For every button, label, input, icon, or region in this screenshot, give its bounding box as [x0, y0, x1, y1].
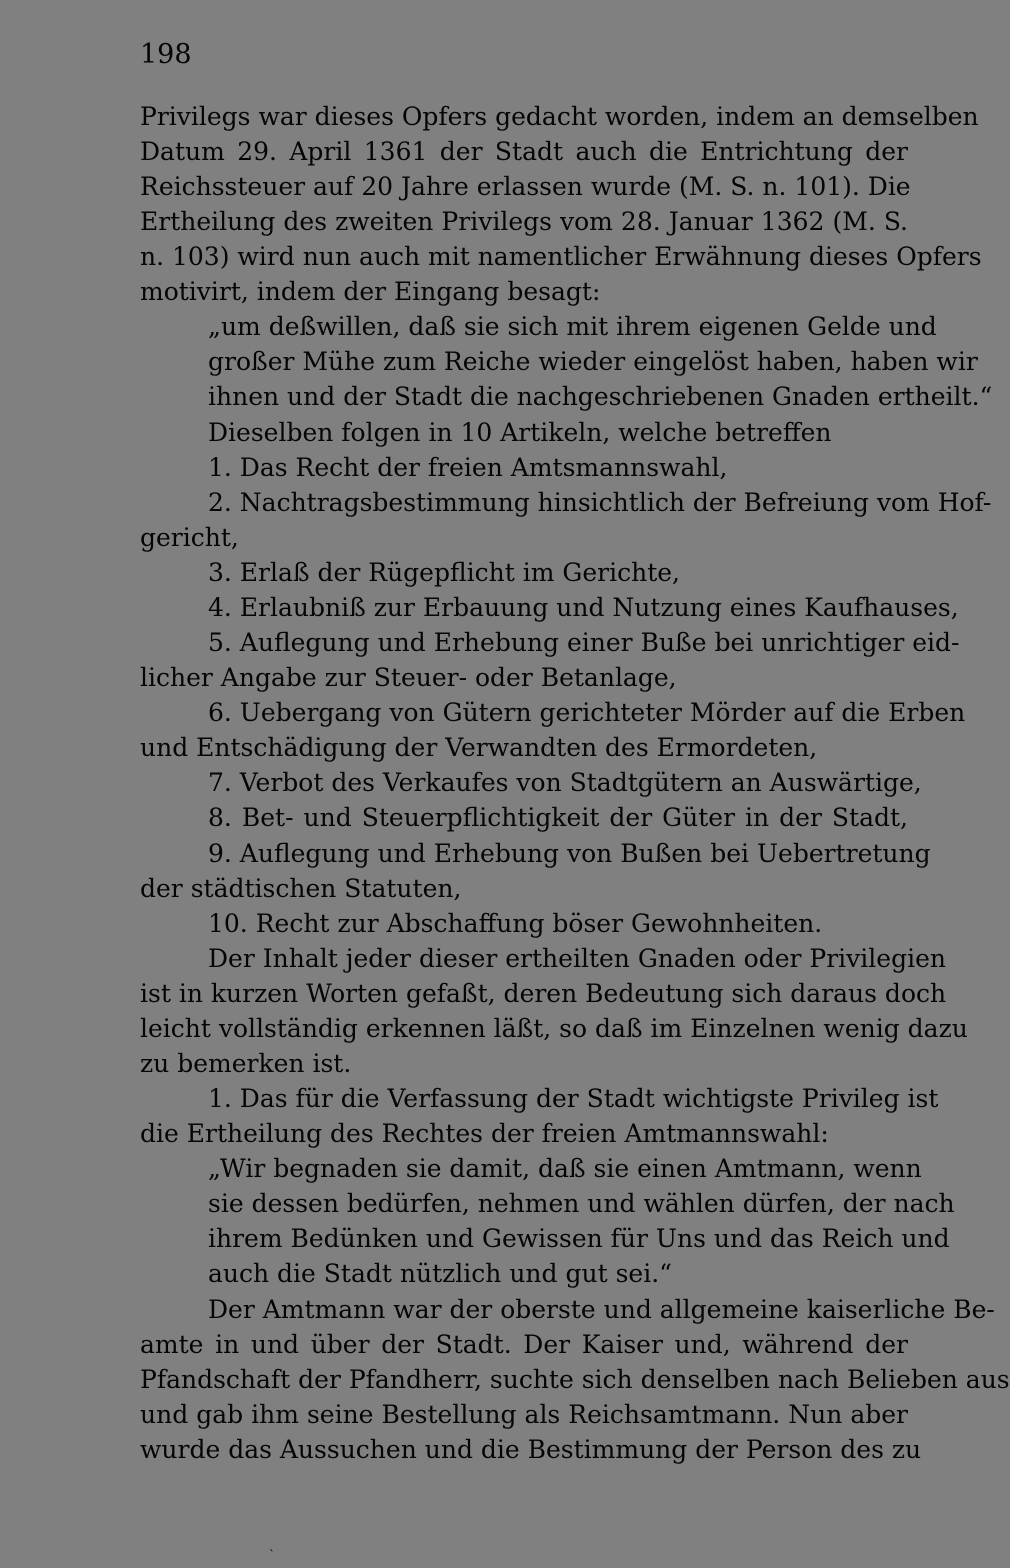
text-line: wurde das Aussuchen und die Bestimmung der Person des zu	[140, 1435, 922, 1464]
list-item: 3. Erlaß der Rügepflicht im Gerichte,	[208, 558, 680, 587]
text-line: Der Amtmann war der oberste und allgemeine kaiserliche Be-	[208, 1295, 995, 1324]
quote-line: ihrem Bedünken und Gewissen für Uns und das Reich und	[208, 1224, 950, 1253]
text-line: Ertheilung des zweiten Privilegs vom 28. Januar 1362 (M. S.	[140, 207, 908, 236]
list-item: 2. Nachtragsbestimmung hinsichtlich der Befreiung vom Hof-	[208, 488, 992, 517]
text-line: die Ertheilung des Rechtes der freien Amtmannswahl:	[140, 1119, 829, 1148]
text-line: ist in kurzen Worten gefaßt, deren Bedeutung sich daraus doch	[140, 979, 947, 1008]
text-line: und gab ihm seine Bestellung als Reichsamtmann. Nun aber	[140, 1400, 908, 1429]
list-item: 4. Erlaubniß zur Erbauung und Nutzung eines Kaufhauses,	[208, 593, 959, 622]
text-line: und Entschädigung der Verwandten des Ermordeten,	[140, 733, 818, 762]
quote-line: großer Mühe zum Reiche wieder eingelöst haben, haben wir	[208, 347, 978, 376]
text-line: der städtischen Statuten,	[140, 874, 462, 903]
text-line: Dieselben folgen in 10 Artikeln, welche betreffen	[208, 418, 832, 447]
text-line: 1. Das für die Verfassung der Stadt wichtigste Privileg ist	[208, 1084, 939, 1113]
page-number: 198	[140, 39, 192, 70]
text-line: amte in und über der Stadt. Der Kaiser und, während der	[140, 1330, 908, 1359]
quote-line: „um deßwillen, daß sie sich mit ihrem eigenen Gelde und	[208, 312, 937, 341]
quote-line: sie dessen bedürfen, nehmen und wählen dürfen, der nach	[208, 1189, 955, 1218]
text-line: Pfandschaft der Pfandherr, suchte sich denselben nach Belieben aus	[140, 1365, 1010, 1394]
quote-line: ihnen und der Stadt die nachgeschriebenen Gnaden ertheilt.“	[208, 382, 993, 411]
text-line: leicht vollständig erkennen läßt, so daß im Einzelnen wenig dazu	[140, 1014, 968, 1043]
text-line: zu bemerken ist.	[140, 1049, 352, 1078]
list-item: 6. Uebergang von Gütern gerichteter Mörder auf die Erben	[208, 698, 966, 727]
print-mark: `	[269, 1548, 275, 1562]
list-item: 5. Auflegung und Erhebung einer Buße bei unrichtiger eid-	[208, 628, 960, 657]
quote-line: auch die Stadt nützlich und gut sei.“	[208, 1259, 672, 1288]
text-line: Reichssteuer auf 20 Jahre erlassen wurde (M. S. n. 101). Die	[140, 172, 911, 201]
list-item: 9. Auflegung und Erhebung von Bußen bei Uebertretung	[208, 839, 931, 868]
text-line: motivirt, indem der Eingang besagt:	[140, 277, 601, 306]
list-item: 10. Recht zur Abschaffung böser Gewohnheiten.	[208, 909, 823, 938]
list-item: 1. Das Recht der freien Amtsmannswahl,	[208, 453, 728, 482]
text-line: Der Inhalt jeder dieser ertheilten Gnaden oder Privilegien	[208, 944, 946, 973]
quote-line: „Wir begnaden sie damit, daß sie einen Amtmann, wenn	[208, 1154, 922, 1183]
text-line: Datum 29. April 1361 der Stadt auch die Entrichtung der	[140, 137, 908, 166]
text-line: licher Angabe zur Steuer- oder Betanlage,	[140, 663, 677, 692]
list-item: 8. Bet- und Steuerpflichtigkeit der Güter in der Stadt,	[208, 803, 908, 832]
text-line: Privilegs war dieses Opfers gedacht worden, indem an demselben	[140, 102, 979, 131]
text-line: gericht,	[140, 523, 239, 552]
text-line: n. 103) wird nun auch mit namentlicher Erwähnung dieses Opfers	[140, 242, 982, 271]
list-item: 7. Verbot des Verkaufes von Stadtgütern an Auswärtige,	[208, 768, 922, 797]
